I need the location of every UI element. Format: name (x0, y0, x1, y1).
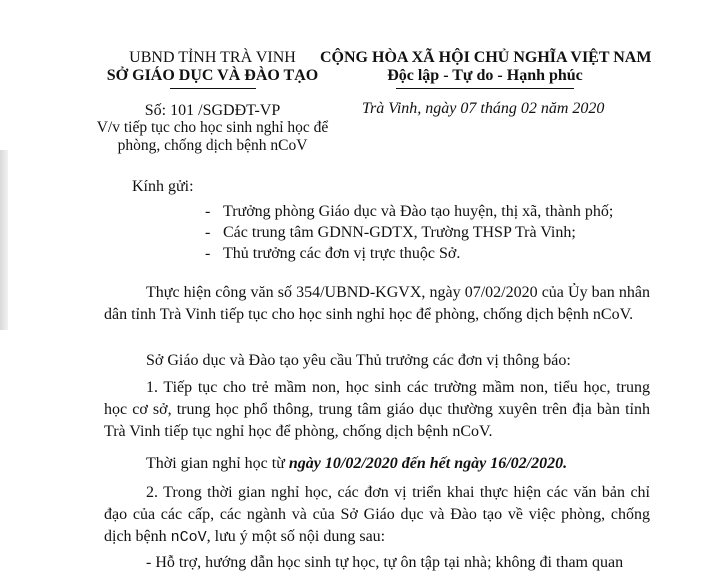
disease-name: nCoV (170, 529, 207, 546)
national-title: CỘNG HÒA XÃ HỘI CHỦ NGHĨA VIỆT NAM (320, 49, 652, 66)
holiday-period: ngày 10/02/2020 đến hết ngày 16/02/2020. (288, 455, 568, 472)
subject-line-1: V/v tiếp tục cho học sinh nghỉ học để (96, 119, 329, 136)
document-number: Số: 101 /SGDĐT-VP (144, 102, 281, 119)
document-date: Trà Vinh, ngày 07 tháng 02 năm 2020 (362, 100, 605, 117)
paragraph-5 (104, 482, 650, 549)
paragraph-1: Thực hiện công văn số 354/UBND-KGVX, ngày 07/02/2020 của Ủy ban nhân dân tỉnh Trà Vinh tiếp tục cho học sinh nghỉ học để phòng, chống dịch bệnh nCoV. (104, 284, 650, 323)
subject-line-2: phòng, chống dịch bệnh nCoV (117, 137, 308, 154)
agency-name: UBND TỈNH TRÀ VINH (129, 49, 296, 66)
paragraph-4-text: Thời gian nghỉ học từ (146, 455, 289, 472)
salutation: Kính gửi: (132, 178, 194, 195)
recipient-item: - Các trung tâm GDNN-GDTX, Trường THSP Trà Vinh; (205, 224, 576, 241)
motto-underline (396, 88, 574, 89)
page-edge-shadow (0, 150, 8, 330)
recipient-item: - Thủ trưởng các đơn vị trực thuộc Sở. (205, 245, 461, 262)
national-motto: Độc lập - Tự do - Hạnh phúc (387, 67, 583, 84)
recipient-item: - Trưởng phòng Giáo dục và Đào tạo huyện, thị xã, thành phố; (205, 203, 614, 220)
department-name: SỞ GIÁO DỤC VÀ ĐÀO TẠO (106, 67, 319, 84)
paragraph-4 (104, 453, 650, 475)
paragraph-5-tail: , lưu ý một số nội dung sau: (206, 528, 386, 545)
paragraph-5-text: 2. Trong thời gian nghỉ học, các đơn vị triển khai thực hiện các văn bản chỉ đạo của các cấp, các ngành và của Sở Giáo dục và Đào tạo về việc phòng, chống dịch bệnh (104, 484, 650, 545)
paragraph-2: Sở Giáo dục và Đào tạo yêu cầu Thủ trưởng các đơn vị thông báo: (146, 352, 571, 369)
paragraph-3: 1. Tiếp tục cho trẻ mầm non, học sinh các trường mầm non, tiểu học, trung học cơ sở, trung học phổ thông, trung tâm giáo dục thường xuyên trên địa bàn tỉnh Trà Vinh tiếp tục nghỉ học để phòng, chống dịch bệnh nCoV. (104, 379, 650, 440)
department-underline (170, 88, 256, 89)
paragraph-6: - Hỗ trợ, hướng dẫn học sinh tự học, tự ôn tập tại nhà; không đi tham quan (146, 554, 624, 571)
